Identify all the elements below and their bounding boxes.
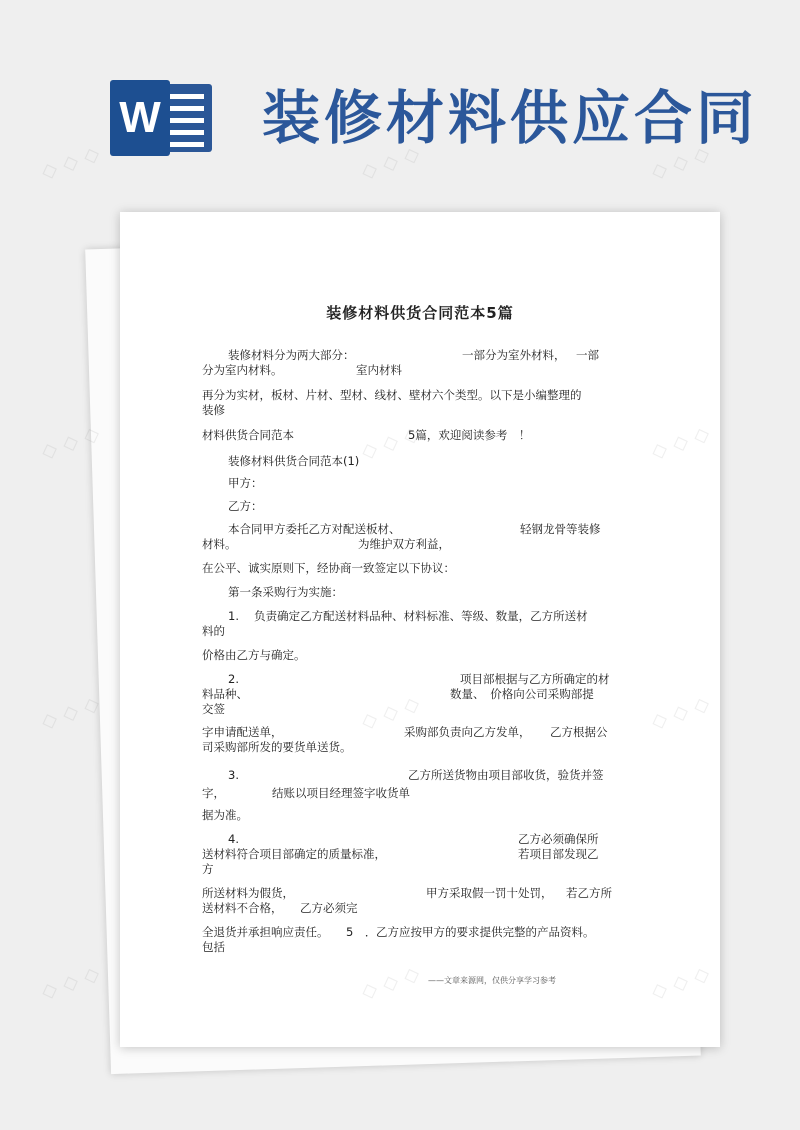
watermark-mark: ◇ ◇ ◇ xyxy=(37,690,103,734)
body-line: 甲方采取假一罚十处罚， xyxy=(426,886,553,900)
body-line: 若项目部发现乙 xyxy=(518,847,599,861)
watermark-mark: ◇ ◇ ◇ xyxy=(37,420,103,464)
body-line: 5篇，欢迎阅读参考 ！ xyxy=(408,428,531,442)
watermark-mark: ◇ ◇ ◇ xyxy=(37,960,103,1004)
body-line: 第一条采购行为实施： xyxy=(228,585,343,599)
body-line: 乙方必须确保所 xyxy=(518,832,599,846)
body-line: 字， xyxy=(202,786,225,800)
body-line: 乙方根据公 xyxy=(550,725,608,739)
body-line: 送材料符合项目部确定的质量标准， xyxy=(202,847,386,861)
body-line: 乙方： xyxy=(228,499,263,513)
body-line: 结账以项目经理签字收货单 xyxy=(272,786,410,800)
banner-title: 装修材料供应合同 xyxy=(262,84,759,152)
body-line: 为维护双方利益， xyxy=(358,537,450,551)
body-line: 乙方所送货物由项目部收货，验货并签 xyxy=(408,768,604,782)
body-line: 再分为实材，板材、片材、型材、线材、壁材六个类型。以下是小编整理的 xyxy=(202,388,582,402)
body-line: 字申请配送单， xyxy=(202,725,283,739)
body-line: 所送材料为假货， xyxy=(202,886,294,900)
body-line: 乙方必须完 xyxy=(300,901,358,915)
body-line: 交签 xyxy=(202,702,225,716)
body-line: 轻钢龙骨等装修 xyxy=(520,522,601,536)
body-line: 装修材料供货合同范本(1) xyxy=(228,454,360,468)
word-document-icon xyxy=(110,80,214,156)
body-line: 一部分为室外材料， xyxy=(462,348,566,362)
body-line: 室内材料 xyxy=(356,363,402,377)
document-page xyxy=(120,212,720,1047)
watermark-mark: ◇ ◇ ◇ xyxy=(37,140,103,184)
body-line: 方 xyxy=(202,862,214,876)
body-line: 材料。 xyxy=(202,537,237,551)
body-line: 若乙方所 xyxy=(566,886,612,900)
body-line: 料的 xyxy=(202,624,225,638)
watermark-mark: ◇ ◇ ◇ xyxy=(357,140,423,184)
document-title: 装修材料供货合同范本5篇 xyxy=(326,304,514,322)
source-footnote: ——文章来源网，仅供分享学习参考 xyxy=(428,976,556,985)
body-line: 3. xyxy=(228,768,239,782)
word-icon-badge: W xyxy=(110,80,170,156)
body-line: 据为准。 xyxy=(202,808,248,822)
body-line: 4. xyxy=(228,832,239,846)
body-line: 材料供货合同范本 xyxy=(202,428,294,442)
body-line: 5 ． xyxy=(346,925,377,939)
body-line: 项目部根据与乙方所确定的材 xyxy=(460,672,610,686)
header-banner xyxy=(0,0,800,200)
body-line: 包括 xyxy=(202,940,225,954)
watermark-mark: ◇ ◇ ◇ xyxy=(647,140,713,184)
body-line: 2. xyxy=(228,672,239,686)
body-line: 乙方应按甲方的要求提供完整的产品资料。 xyxy=(376,925,595,939)
body-line: 分为室内材料。 xyxy=(202,363,283,377)
body-line: 装修材料分为两大部分： xyxy=(228,348,355,362)
body-line: 采购部负责向乙方发单， xyxy=(404,725,531,739)
body-line: 司采购部所发的要货单送货。 xyxy=(202,740,352,754)
body-line: 一部 xyxy=(576,348,599,362)
body-line: 甲方： xyxy=(228,476,263,490)
body-line: 1. 负责确定乙方配送材料品种、材料标准、等级、数量，乙方所送材 xyxy=(228,609,588,623)
body-line: 装修 xyxy=(202,403,225,417)
body-line: 在公平、诚实原则下，经协商一致签定以下协议： xyxy=(202,561,455,575)
body-line: 送材料不合格， xyxy=(202,901,283,915)
body-line: 数量、 价格向公司采购部提 xyxy=(450,687,594,701)
body-line: 价格由乙方与确定。 xyxy=(202,648,306,662)
body-line: 本合同甲方委托乙方对配送板材、 xyxy=(228,522,401,536)
body-line: 料品种、 xyxy=(202,687,248,701)
body-line: 全退货并承担响应责任。 xyxy=(202,925,329,939)
